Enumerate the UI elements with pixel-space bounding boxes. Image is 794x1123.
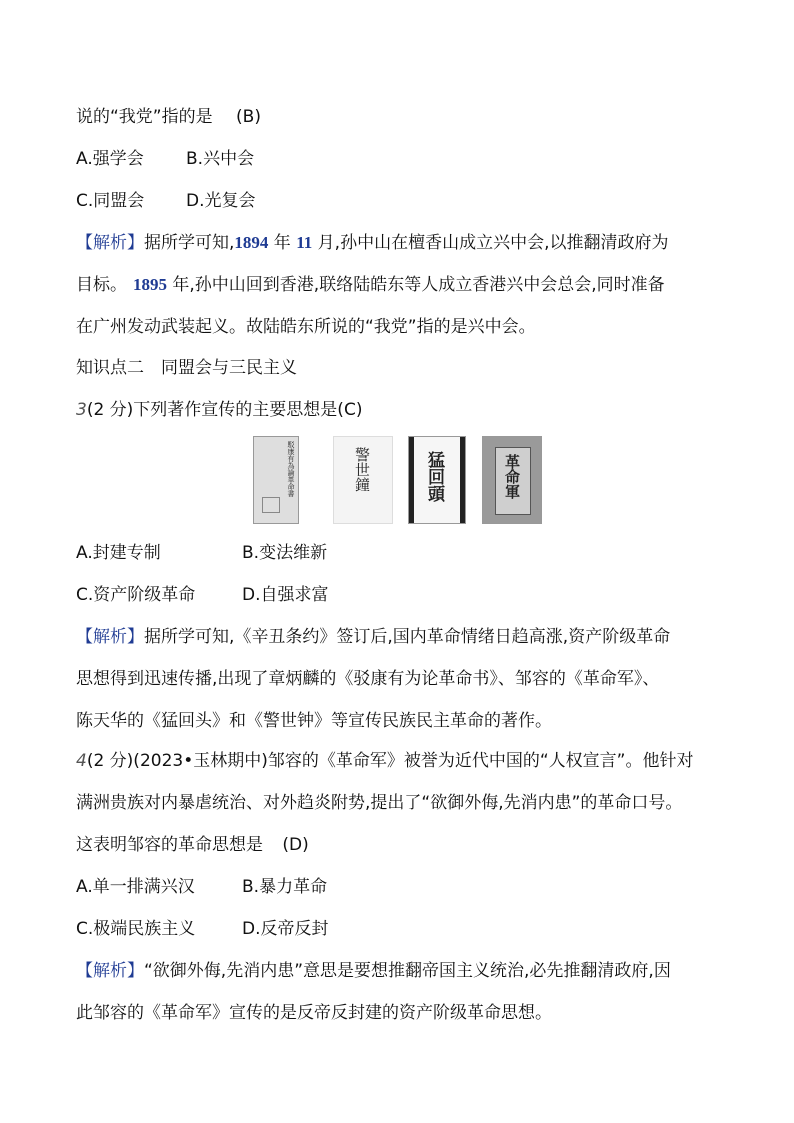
q4-option-a: A.单一排满兴汉 (76, 877, 195, 897)
q2-analysis-tag: 【解析】 (76, 233, 144, 253)
q2-option-a: A.强学会 (76, 149, 144, 169)
seal-stamp-icon (262, 497, 280, 513)
q4-stem-line1 (76, 750, 693, 772)
q3-analysis-line3: 陈天华的《猛回头》和《警世钟》等宣传民族民主革命的著作。 (76, 711, 552, 731)
q3-options-row2 (76, 584, 329, 606)
q4-analysis-text1: “欲御外侮,先消内患”意思是要想推翻帝国主义统治,必先推翻清政府,因 (144, 961, 671, 981)
q4-stem-text3: 这表明邹容的革命思想是 (76, 835, 263, 855)
book-4-title: 革命軍 (503, 454, 521, 499)
q4-stem-line2: 满洲贵族对内暴虐统治、对外趋炎附势,提出了“欲御外侮,先消内患”的革命口号。 (76, 793, 683, 813)
q2-analysis-line3: 在广州发动武装起义。故陆皓东所说的“我党”指的是兴中会。 (76, 317, 536, 337)
q3-analysis-line1 (76, 626, 670, 648)
q2-year-1894: 1894 (234, 233, 269, 252)
q4-analysis-line2: 此邹容的《革命军》宣传的是反帝反封建的资产阶级革命思想。 (76, 1003, 552, 1023)
q2-analysis-line1 (76, 232, 669, 254)
q4-number: 4 (76, 751, 87, 771)
q3-stem (76, 399, 362, 421)
q2-stem (76, 106, 261, 128)
q4-options-row1 (76, 876, 327, 898)
q4-stem-line3 (76, 834, 309, 856)
q2-analysis-line2 (76, 274, 665, 296)
q4-analysis-line1 (76, 960, 671, 982)
q2-options-row2 (76, 190, 256, 212)
q2-option-d: D.光复会 (186, 191, 256, 211)
q3-analysis-text1: 据所学可知,《辛丑条约》签订后,国内革命情绪日趋高涨,资产阶级革命 (144, 627, 671, 647)
q4-option-d: D.反帝反封 (242, 919, 329, 939)
q3-book-images (253, 436, 543, 524)
q2-analysis-text2a: 目标。 (76, 275, 127, 295)
q2-options-row1 (76, 148, 254, 170)
q3-analysis-line2: 思想得到迅速传播,出现了章炳麟的《驳康有为论革命书》、邹容的《革命军》、 (76, 669, 660, 689)
q2-analysis-text1a: 据所学可知, (144, 233, 235, 253)
book-3-spine (409, 437, 414, 523)
book-4-label (495, 447, 531, 515)
book-3-edge (460, 437, 465, 523)
q3-option-c: C.资产阶级革命 (76, 585, 196, 605)
q4-option-c: C.极端民族主义 (76, 919, 196, 939)
q2-option-c: C.同盟会 (76, 191, 145, 211)
q3-option-a: A.封建专制 (76, 543, 161, 563)
q3-option-d: D.自强求富 (242, 585, 329, 605)
book-image-bo-kang (253, 436, 299, 524)
book-3-title: 猛回頭 (424, 451, 444, 502)
q4-analysis-tag: 【解析】 (76, 961, 144, 981)
q3-analysis-tag: 【解析】 (76, 627, 144, 647)
q4-option-b: B.暴力革命 (242, 877, 328, 897)
q2-option-b: B.兴中会 (186, 149, 255, 169)
q2-stem-text: 说的“我党”指的是 (76, 107, 213, 127)
q4-options-row2 (76, 918, 329, 940)
q2-analysis-text1c: 月,孙中山在檀香山成立兴中会,以推翻清政府为 (312, 233, 669, 253)
book-image-ge-ming-jun (482, 436, 542, 524)
q3-stem-text: (2 分)下列著作宣传的主要思想是(C) (86, 400, 363, 420)
book-2-title: 警世鐘 (353, 447, 371, 492)
q2-answer: (B) (236, 107, 261, 127)
q3-number: 3 (76, 400, 87, 420)
q4-stem-text1: (2 分)(2023•玉林期中)邹容的《革命军》被誉为近代中国的“人权宣言”。他针对 (86, 751, 694, 771)
book-image-jing-shi-zhong (333, 436, 393, 524)
q3-options-row1 (76, 542, 327, 564)
book-1-title: 駁康有為論革命書 (287, 441, 295, 497)
q2-analysis-text1b: 年 (268, 233, 297, 253)
q2-year-1895: 1895 (133, 275, 167, 294)
section-title: 知识点二 同盟会与三民主义 (76, 358, 297, 378)
q3-option-b: B.变法维新 (242, 543, 328, 563)
q2-analysis-text2b: 年,孙中山回到香港,联络陆皓东等人成立香港兴中会总会,同时准备 (167, 275, 665, 295)
q4-answer: (D) (282, 835, 309, 855)
book-image-meng-hui-tou (408, 436, 466, 524)
q2-month-11: 11 (296, 233, 313, 252)
